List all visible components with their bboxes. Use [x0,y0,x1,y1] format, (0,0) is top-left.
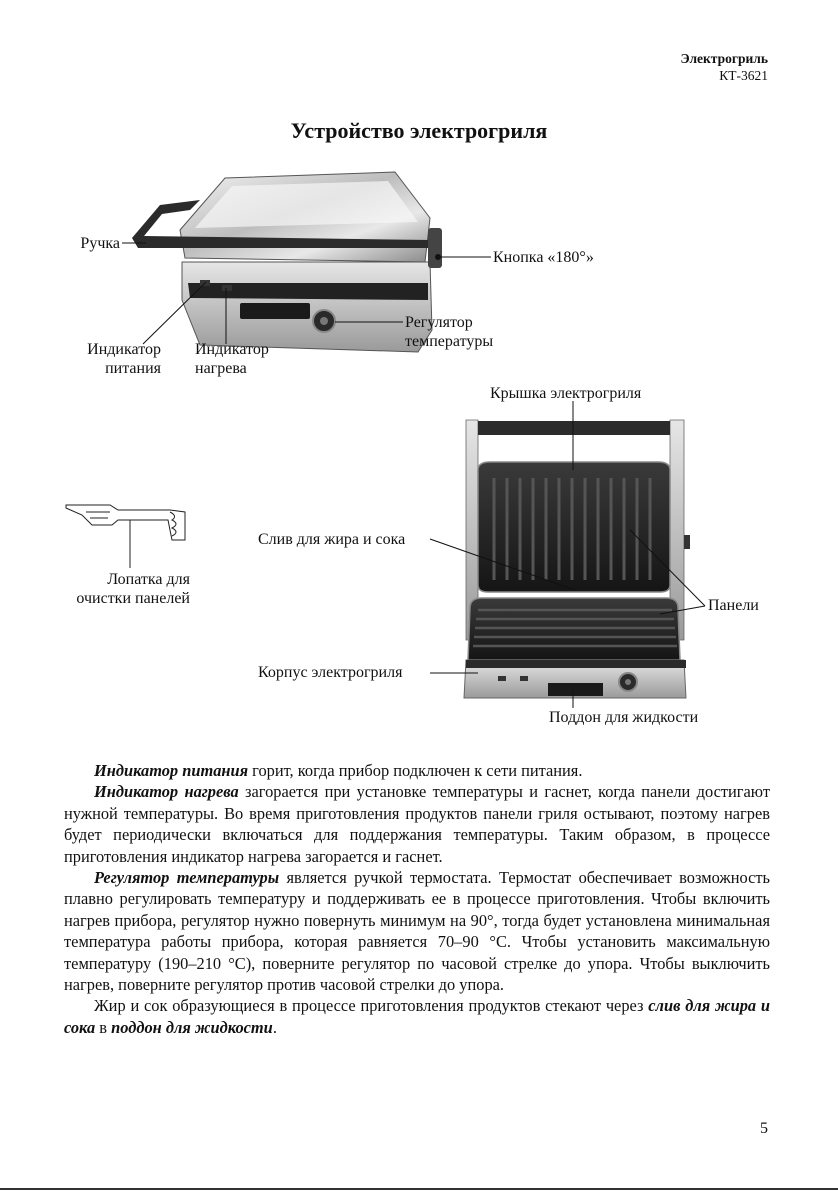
paragraph-text: является ручкой термостата. Термостат обеспечивает возможность плавно регулировать температуру и поддерживать ее в процессе приготовления. Чтобы включить нагрев прибора, регулятор нужно повернуть минимум на 90°, тогда будет установлена минимальная температура работы прибора, которая равняется 70–90 °С. Чтобы установить максимальную температуру (190–210 °С), поверните регулятор по часовой стрелке до упора. Чтобы выключить нагрев, поверните регулятор против часовой стрелки до упора. [64,868,770,995]
body-text [64,760,770,1038]
label-drain: Слив для жира и сока [258,531,406,548]
term-power-indicator: Индикатор питания [94,761,249,780]
label-lid: Крышка электрогриля [490,385,642,402]
paragraph-regulator [64,867,770,995]
label-scraper [76,570,190,608]
open-grill-image [464,420,690,698]
term-regulator: Регулятор температуры [94,868,280,888]
label-button-180: Кнопка «180°» [493,249,594,266]
closed-grill-image [132,172,442,352]
label-regulator-line1: Регулятор [405,314,473,331]
paragraph-text: Жир и сок образующиеся в процессе приготовления продуктов стекают через [94,996,649,1016]
label-handle: Ручка [80,235,120,252]
label-power-indicator-line2: питания [105,360,161,377]
label-tray: Поддон для жидкости [549,709,699,726]
label-housing: Корпус электрогриля [258,664,403,681]
paragraph-text: в [95,1017,112,1037]
page-number: 5 [760,1120,768,1137]
bottom-edge-line [0,1188,838,1190]
label-regulator-line2: температуры [405,333,494,350]
term-drain: слив для жира и сока [64,996,770,1037]
label-heat-indicator-line1: Индикатор [195,341,269,358]
label-heat-indicator [195,340,269,378]
label-panels: Панели [708,597,759,614]
paragraph-text: горит, когда прибор подключен к сети питания. [248,761,583,780]
term-tray: поддон для жидкости [111,1017,273,1037]
paragraph-heat-indicator [64,781,770,867]
paragraph-power-indicator [64,760,770,781]
label-heat-indicator-line2: нагрева [195,360,247,377]
label-scraper-line2: очистки панелей [76,590,190,607]
term-heat-indicator: Индикатор нагрева [94,782,239,802]
paragraph-text: . [272,1017,277,1037]
label-power-indicator-line1: Индикатор [87,341,161,358]
paragraph-drain [64,995,770,1038]
label-scraper-line1: Лопатка для [107,571,190,588]
label-power-indicator [87,340,161,378]
paragraph-text: загорается при установке температуры и гаснет, когда панели достигают нужной температуры. Во время приготовления продуктов панели гриля остывают, поэтому нагрев будет периодически включаться для поддержания температуры. Таким образом, в процессе приготовления индикатор нагрева загорается и гаснет. [64,782,770,866]
scraper-image [66,505,185,568]
header-model: КТ-3621 [719,68,768,83]
header-product: Электрогриль [680,51,768,66]
page-title: Устройство электрогриля [290,118,548,143]
label-temperature-regulator [405,313,493,351]
